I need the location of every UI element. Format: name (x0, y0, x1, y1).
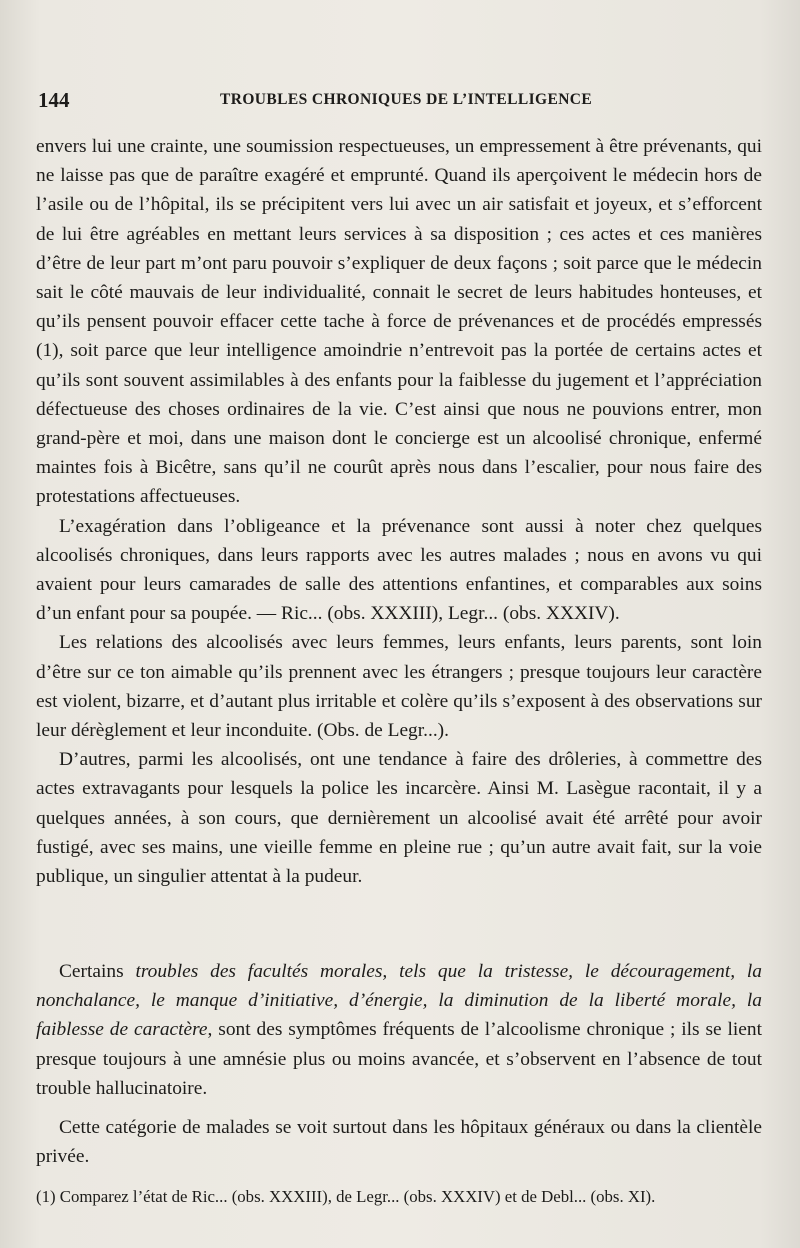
paragraph-1: envers lui une crainte, une soumission respectueuses, un empressement à être prévenants, qui ne laisse pas que de paraître exagéré et emprunté. Quand ils aperçoivent le médecin hors de l’asile ou de l’hôpital, ils se précipitent vers lui avec un air satisfait et joyeux, et s’efforcent de lui être agréables en mettant leurs services à sa disposition ; ces actes et ces manières d’être de leur part m’ont paru pouvoir s’expliquer de deux façons ; soit parce que le médecin sait le côté mauvais de leur individualité, connait le secret de leurs habitudes honteuses, et qu’ils pensent pouvoir effacer cette tache à force de prévenances et de procédés empressés (1), soit parce que leur intelligence amoindrie n’entrevoit pas la portée de certains actes et qu’ils sont souvent assimilables à des enfants pour la faiblesse du jugement et l’appréciation défectueuse des choses ordinaires de la vie. C’est ainsi que nous ne pouvions entrer, mon grand-père et moi, dans une maison dont le concierge est un alcoolisé chronique, enfermé maintes fois à Bicêtre, sans qu’il ne courût après nous dans l’escalier, pour nous faire des protestations affectueuses. (36, 136, 762, 508)
paragraph-5 (36, 957, 762, 1103)
paragraph-5-italic: troubles des facultés morales, tels que la tristesse, le découragement, la nonchalance, le manque d’initiative, d’énergie, la diminution de la liberté morale, la faiblesse de caractère (36, 961, 762, 1041)
page-header (38, 88, 762, 118)
paragraph-3: Les relations des alcoolisés avec leurs femmes, leurs enfants, leurs parents, sont loin d’être sur ce ton aimable qu’ils prennent avec les étrangers ; presque toujours leur caractère est violent, bizarre, et d’autant plus irritable et colère qu’ils s’exposent à des observations sur leur dérèglement et leur inconduite. (Obs. de Legr...). (36, 632, 762, 742)
paragraph-2: L’exagération dans l’obligeance et la prévenance sont aussi à noter chez quelques alcoolisés chroniques, dans leurs rapports avec les autres malades ; nous en avons vu qui avaient pour leurs camarades de salle des attentions enfantines, et comparables aux soins d’un enfant pour sa poupée. — Ric... (obs. XXXIII), Legr... (obs. XXXIV). (36, 515, 762, 625)
paragraph-5-rest: , sont des symptômes fréquents de l’alcoolisme chronique ; ils se lient presque toujours à une amnésie plus ou moins avancée, et s’observent en l’absence de tout trouble hallucinatoire. (36, 1019, 762, 1099)
paragraph-6: Cette catégorie de malades se voit surtout dans les hôpitaux généraux ou dans la clientèle privée. (36, 1117, 762, 1168)
main-text (36, 132, 762, 891)
page-number: 144 (38, 88, 70, 112)
section-moral-troubles (36, 957, 762, 1171)
footnote: (1) Comparez l’état de Ric... (obs. XXXIII), de Legr... (obs. XXXIV) et de Debl... (obs. XI). (36, 1187, 656, 1206)
paragraph-4: D’autres, parmi les alcoolisés, ont une tendance à faire des drôleries, à commettre des actes extravagants pour lesquels la police les incarcère. Ainsi M. Lasègue racontait, il y a quelques années, à son cours, que dernièrement un alcoolisé avait été arrêté pour avoir fustigé, avec ses mains, une vieille femme en pleine rue ; qu’un autre avait fait, sur la voie publique, un singulier attentat à la pudeur. (36, 749, 762, 888)
paragraph-5-lead: Certains (59, 961, 136, 982)
running-title: TROUBLES CHRONIQUES DE L’INTELLIGENCE (220, 91, 593, 108)
